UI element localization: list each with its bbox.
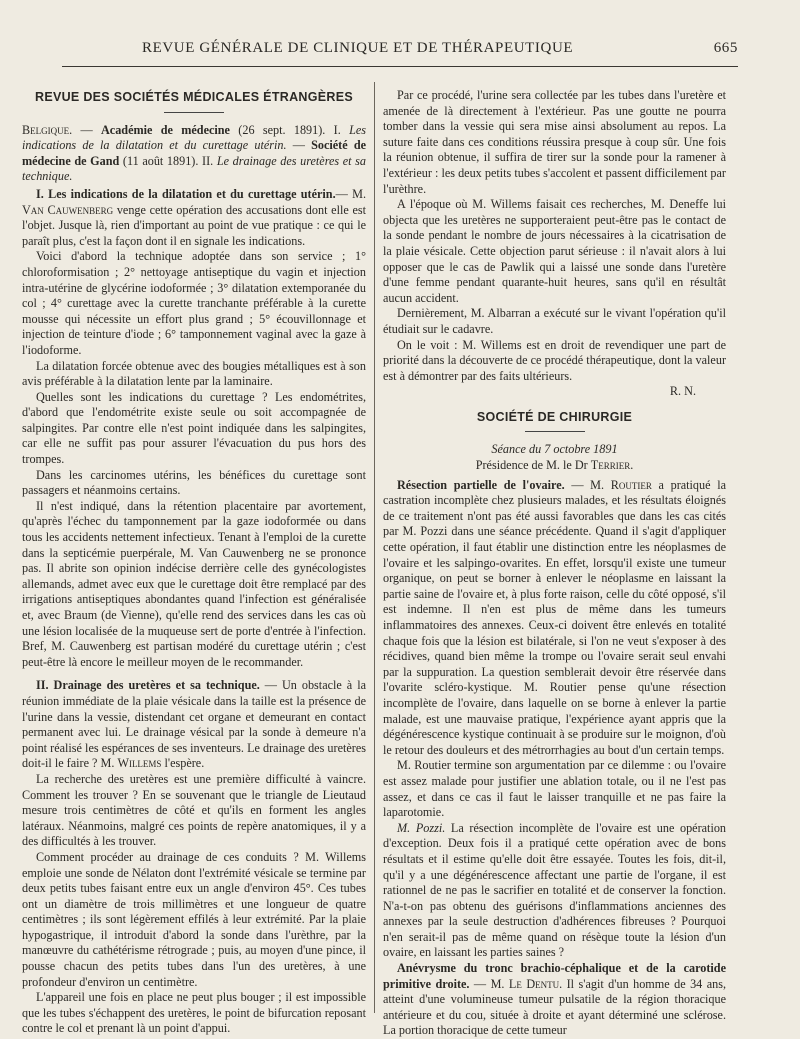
ovary-resection-paragraph: Résection partielle de l'ovaire. — M. Routier a pratiqué la castration incomplète chez plusieurs malades, et les résultats éloignés de ce traitement n'ont pas été aussi favorables que dans les cas cités par M. Pozzi dans une séance précédente. Quand il s'agit d'appliquer cette opération, il faut établir une distinction entre les néoplasmes de l'ovaire et les salpingo-ovarites. En effet, lorsqu'il existe une tumeur organique, on peut se borner à enlever le néoplasme en laissant la partie saine de l'ovaire et, à plus forte raison, celle du côté opposé, s'il est indemne. Il n'en est plus de même dans les tumeurs inflammatoires des annexes. Ceux-ci doivent être enlevés en totalité chaque fois que la lésion est bilatérale, si l'on ne veut s'exposer à des récidives, quand bien même la trompe ou l'ovaire serait seul envahi par la suppuration. La question semblerait devoir être réservée dans l'ovarite scléro-kystique. M. Routier pense qu'une résection incomplète de l'ovaire, dans laquelle on se borne à enlever la partie malade, est une mauvaise pratique, l'expérience ayant appris que la dégénérescence kystique continuait à se produire sur le moignon, d'où le retour des douleurs et des métrorrhagies au bout d'un certain temps. — [383, 477, 726, 757]
body-paragraph: La recherche des uretères est une première difficulté à vaincre. Comment les trouver ? En se souvenant que le triangle de Lieutaud mesure trois centimètres de côté et qu'ils en forment les angles latéraux. Néanmoins, malgré ces points de repère anatomiques, il y a des difficultés à les trouver. — [22, 771, 366, 849]
drainage-heading: II. Drainage des uretères et sa technique. — [36, 678, 260, 693]
header-rule — [62, 66, 738, 67]
author-signature: R. N. — [669, 384, 696, 399]
presidency-line: Présidence de M. le Dr Terrier. — [475, 458, 634, 473]
body-paragraph: Dernièrement, M. Albarran a exécuté sur le vivant l'opération qu'il étudiait sur le cadavre. — [383, 306, 726, 336]
body-paragraph: Voici d'abord la technique adoptée dans son service ; 1° chloroformisation ; 2° nettoyage antiseptique du vagin et injection intra-utérine de glycérine iodoformée ; 3° dilatation extemporanée du col ; 4° curettage avec la curette tranchante préférable à la curette mousse qui nécessite un effort plus grand ; 5° écouvillonnage et injection de teinture d'iode ; 6° tamponnement vaginal avec la gaze à l'iodoforme. — [22, 249, 366, 357]
aneurysm-heading: Anévrysme du tronc brachio-céphalique et de la carotide primitive droite. — [383, 961, 726, 991]
drainage-lead-paragraph: II. Drainage des uretères et sa technique. — Un obstacle à la réunion immédiate de la plaie vésicale dans la taille est la présence de l'urine dans la vessie, distendant cet organe et demeurant en contact permanent avec lui. Le drainage vésical par la sonde à demeure n'a point réalisé les espérances de ses inventeurs. Le drainage des uretères doit-il le faire ? M. Willems l'espère. — [22, 678, 366, 771]
body-paragraph: A l'époque où M. Willems faisait ces recherches, M. Deneffe lui objecta que les uretères ne supporteraient peut-être pas le contact de la sonde pendant le nombre de jours nécessaires à la cicatrisation de la plaie vésicale. Cette objection parut sérieuse : il n'avait alors à lui opposer que le cas de Pawlik qui a laissé une sonde dans l'uretère d'une femme pendant quarante-huit heures, sans qu'il en résultât aucun accident. — [383, 197, 726, 305]
column-divider — [374, 82, 375, 1013]
ovary-heading: Résection partielle de l'ovaire. — [397, 477, 565, 492]
session-date: Séance du 7 octobre 1891 — [491, 442, 618, 457]
aneurysm-paragraph: Anévrysme du tronc brachio-céphalique et de la carotide primitive droite. — M. Le Dentu. Il s'agit d'un homme de 34 ans, atteint d'une volumineuse tumeur pulsatile de la région thoracique antérieure et du cou, située à droite et ayant déterminé une sclérose. La portion thoracique de cette tumeur — [383, 961, 727, 1038]
curettage-heading: I. Les indications de la dilatation et du curettage utérin. — [36, 186, 336, 201]
body-paragraph: Dans les carcinomes utérins, les bénéfices du curettage sont passagers et néanmoins certains. — [22, 467, 366, 498]
journal-title: REVUE GÉNÉRALE DE CLINIQUE ET DE THÉRAPEUTIQUE — [142, 40, 574, 56]
body-paragraph: La dilatation forcée obtenue avec des bougies métalliques est à son avis préférable à la dilatation lente par la laminaire. — [22, 358, 366, 389]
section-heading-foreign-societies: REVUE DES SOCIÉTÉS MÉDICALES ÉTRANGÈRES — [22, 90, 366, 113]
body-paragraph: Il n'est indiqué, dans la rétention placentaire par avortement, qu'après l'échec du tamponnement par la gaze iodoformée ou dans tous les accidents nettement infectieux. Tenant à l'emploi de la curette dans la septicémie puerpérale, M. Van Cauwenberg ne se prononce pas. Il abrite son opinion indécise derrière celle des gynécologistes allemands, admet avec eux que le curettage doit être remplacé par des irrigations antiseptiques abondantes quand l'infection est généralisée et, avec Braum (de Vienne), qu'elle rend des services dans les cas où une lésion localisée de la muqueuse sert de porte d'entrée à l'infection. Bref, M. Cauwenberg est partisan modéré du curettage utérin ; c'est peut-être là encore le meilleur moyen de le recommander. — [22, 498, 366, 669]
body-paragraph: L'appareil une fois en place ne peut plus bouger ; il est impossible que les tubes s'échappent des uretères, le point de bifurcation reposant contre le col et prenant là un point d'appui. — [22, 990, 366, 1036]
intro-paragraph: Belgique. — Académie de médecine (26 sept. 1891). I. Les indications de la dilatation et du curettage utérin. — Société de médecine de Gand (11 août 1891). II. Le drainage des uretères et sa technique. — [22, 122, 367, 184]
body-paragraph: Comment procéder au drainage de ces conduits ? M. Willems emploie une sonde de Nélaton dont l'extrémité vésicale se termine par deux petits tubes faisant entre eux un angle d'environ 45°. Ces tubes ont un diamètre de trois millimètres et une longueur de quatre centimètres ; ils sont légèrement effilés à leur extrémité. Par la plaie hypogastrique, il introduit d'abord la sonde dans l'urèthre, par la manœuvre du cathétérisme rétrograde ; puis, au moyen d'une pince, il pousse chacun des petits tubes dans l'un des uretères, à une profondeur d'environ un centimètre. — [22, 849, 366, 989]
section-heading-surgery-society: SOCIÉTÉ DE CHIRURGIE — [383, 410, 726, 433]
left-column — [22, 88, 367, 1036]
body-paragraph: M. Pozzi. La résection incomplète de l'ovaire est une opération d'exception. Deux fois il a pratiqué cette opération avec de bons résultats et il estime qu'elle doit être essayée. Toutes les fois, dit-il, qu'il y a une dégénérescence affectant une partie de l'organe, il est rationnel de ne pas le sacrifier en totalité et de conserver la fonction. N'a-t-on pas obtenu des guérisons d'inflammations anciennes des annexes par la seule destruction d'adhérences fibreuses ? Pourquoi n'en serait-il pas de même quand on résèque toute la lésion d'un ovaire, en laissant les parties saines ? — [383, 820, 727, 960]
curettage-lead-paragraph: I. Les indications de la dilatation et du curettage utérin.— M. Van Cauwenberg venge cette opération des accusations dont elle est l'objet. Jusque là, rien d'important au point de vue pratique : ce qui le paraît plus, c'est la façon dont il en signale les indications. — [22, 186, 366, 248]
body-paragraph: Par ce procédé, l'urine sera collectée par les tubes dans l'uretère et amenée de là directement à l'extérieur. Pas une goutte ne pourra tomber dans la vessie qui sera mise ainsi absolument au repos. La suture faite dans ces conditions réussira presque à coup sûr. Une fois la réunion obtenue, il suffira de tirer sur la sonde pour la ramener à l'extérieur : les deux petits tubes s'accolent et passent difficilement par l'urèthre. — [383, 88, 726, 196]
page-number: 665 — [713, 40, 738, 56]
running-header — [62, 40, 738, 62]
right-column — [383, 88, 727, 1038]
body-paragraph: On le voit : M. Willems est en droit de revendiquer une part de priorité dans la découverte de ce procédé thérapeutique, dont la valeur est à démontrer par des faits ultérieurs. — [383, 337, 726, 383]
body-paragraph: M. Routier termine son argumentation par ce dilemme : ou l'ovaire est assez malade pour justifier une ablation totale, ou il ne l'est pas assez, et dans ce cas il faut le laisser tranquille et ne pas faire la laparotomie. — [383, 758, 726, 820]
body-paragraph: Quelles sont les indications du curettage ? Les endométrites, d'abord que l'endométrite existe seule ou soit accompagnée de salpingites. Par contre elle n'est point indiquée dans les salpingites, car elle ne suffit pas pour assurer l'évacuation du pus hors des trompes. — [22, 389, 366, 467]
